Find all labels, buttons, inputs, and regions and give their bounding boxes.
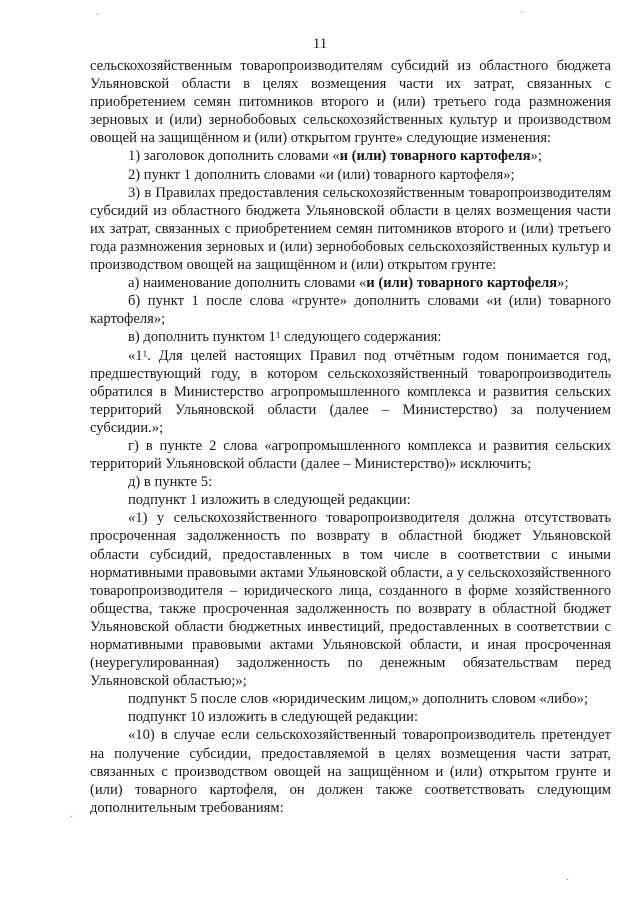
- paragraph: д) в пункте 5:: [128, 474, 213, 491]
- bold-insertion: и (или) товарного картофеля: [366, 275, 558, 292]
- document-body: [90, 57, 611, 817]
- paragraph: «1) у сельскохозяйственного товаропроизводителя должна отсутствовать просроченная задолженность по возврату в областной бюджет Ульяновской области субсидий, предоставленных в том числе в соответствии с иными нормативными правовыми актами Ульяновской области, а у сельскохозяйственного товаропроизводителя – юридического лица, созданного в форме хозяйственного общества, также просроченная задолженность по возврату в областной бюджет Ульяновской области бюджетных инвестиций, предоставленных в соответствии с нормативными правовыми актами Ульяновской области, и иная просроченная (неурегулированная) задолженность по денежным обязательствам перед Ульяновской областью;»;: [90, 510, 611, 690]
- superscript: 1: [142, 348, 148, 359]
- paragraph: подпункт 1 изложить в следующей редакции:: [128, 492, 411, 509]
- paragraph: сельскохозяйственным товаропроизводителям субсидий из областного бюджета Ульяновской области в целях возмещения части их затрат, связанных с приобретением семян питомников второго и (или) третьего года размножения зерновых и (или) зернобобовых сельскохозяйственных культур и производством овощей на защищённом и (или) открытом грунте» следующие изменения:: [90, 58, 611, 147]
- paragraph: подпункт 5 после слов «юридическим лицом,» дополнить словом «либо»;: [128, 691, 589, 708]
- scan-speck: ·: [566, 875, 570, 886]
- bold-insertion: и (или) товарного картофеля: [339, 148, 531, 165]
- scan-speck: ·: [96, 10, 100, 21]
- paragraph: а) наименование дополнить словами «и (или) товарного картофеля»;: [128, 275, 569, 292]
- paragraph: 1) заголовок дополнить словами «и (или) товарного картофеля»;: [128, 148, 542, 165]
- paragraph: б) пункт 1 после слова «грунте» дополнить словами «и (или) товарного картофеля»;: [90, 293, 611, 328]
- paragraph: 3) в Правилах предоставления сельскохозяйственным товаропроизводителям субсидий из областного бюджета Ульяновской области в целях возмещения части их затрат, связанных с приобретением семян питомников второго и (или) третьего года размножения зерновых и (или) зернобобовых сельскохозяйственных культур и производством овощей на защищённом и (или) открытом грунте:: [90, 184, 611, 274]
- scan-speck: ·: [520, 8, 524, 19]
- paragraph: г) в пункте 2 слова «агропромышленного комплекса и развития сельских территорий Ульяновской области (далее – Министерство)» исключить;: [90, 437, 611, 473]
- page-number: 11: [312, 36, 328, 52]
- paragraph: «$1^1$. Для целей настоящих Правил под отчётным годом понимается год, предшествующий году, в котором сельскохозяйственный товаропроизводитель обратился в Министерство агропромышленного комплекса и развития сельских территорий Ульяновской области (далее – Министерство) за получением субсидии.»;: [90, 347, 611, 436]
- scan-speck: ·: [70, 812, 74, 823]
- paragraph: 2) пункт 1 дополнить словами «и (или) товарного картофеля»;: [128, 166, 515, 183]
- paragraph: подпункт 10 изложить в следующей редакции:: [128, 709, 419, 726]
- paragraph: в) дополнить пунктом $1^1$ следующего содержания:: [128, 329, 442, 346]
- superscript: 1: [275, 330, 281, 341]
- paragraph: «10) в случае если сельскохозяйственный товаропроизводитель претендует на получение субсидии, предоставляемой в целях возмещения части затрат, связанных с производством овощей на защищённом и (или) открытом грунте и (или) товарного картофеля, он должен также соответствовать следующим дополнительным требованиям:: [90, 727, 611, 816]
